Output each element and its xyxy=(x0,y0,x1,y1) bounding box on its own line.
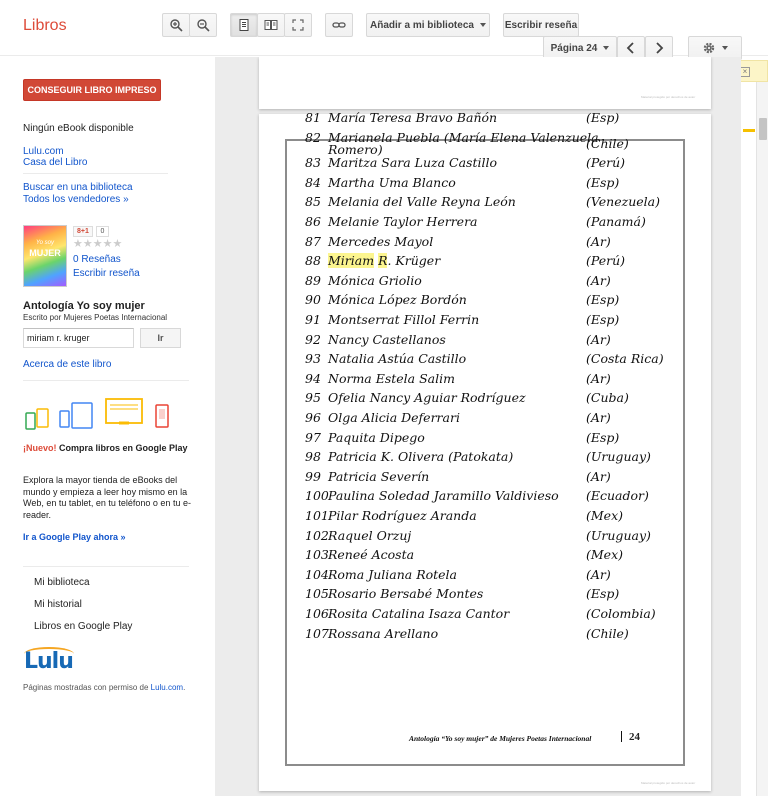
about-book-link[interactable]: Acerca de este libro xyxy=(23,359,112,370)
devices-illustration-icon xyxy=(24,397,174,431)
two-page-view-button[interactable] xyxy=(257,13,285,37)
entry-name: Melanie Taylor Herrera xyxy=(328,213,478,229)
seller-link-lulu[interactable]: Lulu.com xyxy=(23,146,64,157)
entry-country: (Ecuador) xyxy=(586,488,649,504)
chevron-down-icon xyxy=(603,46,609,50)
entry-country: (Ar) xyxy=(586,409,611,425)
entry-number: 100 xyxy=(305,488,329,504)
gear-icon xyxy=(702,41,716,55)
find-in-library-link[interactable]: Buscar en una biblioteca xyxy=(23,182,133,193)
publisher-logo: Lulu xyxy=(24,649,73,674)
entry-number: 104 xyxy=(305,566,329,582)
entry-name: Natalia Astúa Castillo xyxy=(328,351,467,367)
entry-name: Pilar Rodríguez Aranda xyxy=(328,507,477,523)
entry-country: (Costa Rica) xyxy=(586,351,664,367)
footer-separator xyxy=(621,731,622,742)
fullscreen-icon xyxy=(291,18,305,32)
nav-my-library[interactable]: Mi biblioteca xyxy=(34,577,90,588)
link-icon xyxy=(332,18,346,32)
entry-number: 97 xyxy=(305,429,321,445)
entry-number: 102 xyxy=(305,527,329,543)
entry-country: (Perú) xyxy=(586,155,626,171)
google-play-promo-title: ¡Nuevo! Compra libros en Google Play xyxy=(23,443,188,453)
permission-text: Páginas mostradas con permiso de Lulu.com. xyxy=(23,683,186,692)
entry-name: Paquita Dipego xyxy=(328,429,425,445)
all-sellers-link[interactable]: Todos los vendedores » xyxy=(23,194,129,205)
book-viewer[interactable] xyxy=(215,57,741,796)
entry-number: 87 xyxy=(305,233,321,249)
entry-country: (Cuba) xyxy=(586,390,629,406)
entry-number: 81 xyxy=(305,110,321,125)
entry-number: 99 xyxy=(305,468,321,484)
entry-number: 88 xyxy=(305,253,321,269)
entry-number: 86 xyxy=(305,213,321,229)
entry-name: Martha Uma Blanco xyxy=(328,174,456,190)
entry-country: (Colombia) xyxy=(586,605,656,621)
divider xyxy=(23,566,189,567)
entry-number: 89 xyxy=(305,272,321,288)
entry-name: Montserrat Fillol Ferrin xyxy=(328,311,480,327)
search-highlight: R xyxy=(378,253,388,269)
single-page-view-button[interactable] xyxy=(230,13,258,37)
entry-number: 101 xyxy=(305,507,329,523)
entry-name: Mercedes Mayol xyxy=(328,233,434,249)
search-in-book-input[interactable] xyxy=(23,328,134,348)
zoom-out-button[interactable] xyxy=(189,13,217,37)
entry-name: Marianela Puebla (María Elena Valenzuela xyxy=(328,129,599,145)
google-play-promo-text: Explora la mayor tienda de eBooks del mundo y empieza a leer hoy mismo en la Web, en tu tablet, en tu teléfono o en tu e-reader. xyxy=(23,475,191,520)
add-to-library-label: Añadir a mi biblioteca xyxy=(370,19,474,31)
entry-name: Maritza Sara Luza Castillo xyxy=(328,155,498,171)
chevron-down-icon xyxy=(722,46,728,50)
page-select-label: Página 24 xyxy=(550,42,598,54)
entry-name-continued: Romero) xyxy=(328,141,383,157)
scrollbar-thumb[interactable] xyxy=(759,118,767,140)
chevron-right-icon xyxy=(652,41,666,55)
entry-country: (Ar) xyxy=(586,233,611,249)
plus-one-count: 0 xyxy=(96,226,109,237)
book-page xyxy=(259,110,711,791)
entry-country: (Venezuela) xyxy=(586,194,660,210)
two-page-icon xyxy=(264,18,278,32)
write-review-link[interactable]: Escribir reseña xyxy=(73,268,140,279)
entry-name: Melania del Valle Reyna León xyxy=(328,194,516,210)
entry-name: Paulina Soledad Jaramillo Valdivieso xyxy=(328,488,559,504)
entry-number: 103 xyxy=(305,547,329,563)
entry-number: 83 xyxy=(305,155,321,171)
entry-number: 105 xyxy=(305,586,329,602)
entry-name: Norma Estela Salim xyxy=(328,370,455,386)
chevron-down-icon xyxy=(480,23,486,27)
search-go-button[interactable]: Ir xyxy=(140,328,181,348)
entry-number: 82 xyxy=(305,129,321,145)
entry-country: (Esp) xyxy=(586,311,620,327)
zoom-out-icon xyxy=(196,18,210,32)
zoom-in-icon xyxy=(169,18,183,32)
entry-country: (Esp) xyxy=(586,292,620,308)
search-highlight: Miriam xyxy=(328,253,375,269)
entry-name: Rossana Arellano xyxy=(328,625,439,641)
entry-name: Reneé Acosta xyxy=(328,547,415,563)
google-play-link[interactable]: Ir a Google Play ahora » xyxy=(23,532,126,542)
entry-name: Roma Juliana Rotela xyxy=(328,566,458,582)
entry-name: Nancy Castellanos xyxy=(328,331,446,347)
entry-country: (Ar) xyxy=(586,468,611,484)
entry-name: Rosario Bersabé Montes xyxy=(328,586,484,602)
copyright-watermark: Material protegido por derechos de autor xyxy=(641,95,696,99)
get-print-book-button[interactable]: CONSEGUIR LIBRO IMPRESO xyxy=(23,79,161,101)
book-title: Antología Yo soy mujer xyxy=(23,300,145,312)
book-author: Escrito por Mujeres Poetas Internacional xyxy=(23,313,168,322)
cover-line-2: MUJER xyxy=(29,248,61,258)
entry-name: Raquel Orzuj xyxy=(328,527,412,543)
copyright-watermark: Material protegido por derechos de autor xyxy=(641,781,696,785)
cover-line-1: Yo soy xyxy=(35,240,54,246)
seller-link-casa-del-libro[interactable]: Casa del Libro xyxy=(23,157,88,168)
divider xyxy=(23,173,168,174)
entry-name: Mónica López Bordón xyxy=(328,292,467,308)
brand-logo[interactable]: Libros xyxy=(23,17,67,34)
search-hit-marker[interactable] xyxy=(743,129,755,132)
entry-number: 106 xyxy=(305,605,329,621)
entry-country: (Chile) xyxy=(586,135,629,151)
page-number: 24 xyxy=(629,731,640,743)
entry-number: 95 xyxy=(305,390,321,406)
entry-name: María Teresa Bravo Bañón xyxy=(328,110,498,125)
publisher-link[interactable]: Lulu.com xyxy=(150,683,184,692)
entry-country: (Mex) xyxy=(586,507,623,523)
single-page-icon xyxy=(237,18,251,32)
previous-page-fragment xyxy=(259,57,711,109)
entry-number: 98 xyxy=(305,449,321,465)
sidebar xyxy=(0,57,210,796)
entry-number: 96 xyxy=(305,409,321,425)
entry-name: Olga Alicia Deferrari xyxy=(328,409,460,425)
entry-country: (Panamá) xyxy=(586,213,646,229)
page-footer: Antología “Yo soy mujer” de Mujeres Poetas Internacional xyxy=(409,734,592,743)
entry-country: (Uruguay) xyxy=(586,527,651,543)
nav-my-history[interactable]: Mi historial xyxy=(34,599,82,610)
entry-number: 84 xyxy=(305,174,321,190)
fullscreen-button[interactable] xyxy=(284,13,312,37)
add-to-library-button[interactable] xyxy=(366,13,490,37)
entry-number: 85 xyxy=(305,194,321,210)
entry-number: 90 xyxy=(305,292,321,308)
entry-name: Mónica Griolio xyxy=(328,272,422,288)
google-plus-one-button[interactable]: 8+1 xyxy=(73,226,93,237)
entry-name: Rosita Catalina Isaza Cantor xyxy=(328,605,510,621)
divider xyxy=(23,380,189,381)
rating-stars[interactable]: ★★★★★ xyxy=(73,238,123,250)
entry-country: (Mex) xyxy=(586,547,623,563)
viewer-scrollbar[interactable] xyxy=(756,82,768,796)
write-review-button[interactable]: Escribir reseña xyxy=(503,13,579,37)
book-cover-thumbnail[interactable] xyxy=(23,225,67,287)
nav-google-play-books[interactable]: Libros en Google Play xyxy=(34,621,133,632)
entry-country: (Perú) xyxy=(586,253,626,269)
entry-country: (Esp) xyxy=(586,110,620,125)
entry-country: (Ar) xyxy=(586,331,611,347)
no-ebook-text: Ningún eBook disponible xyxy=(23,123,134,134)
zoom-in-button[interactable] xyxy=(162,13,190,37)
entry-country: (Uruguay) xyxy=(586,449,651,465)
entry-country: (Ar) xyxy=(586,370,611,386)
entry-country: (Esp) xyxy=(586,586,620,602)
link-button[interactable] xyxy=(325,13,353,37)
reviews-link[interactable]: 0 Reseñas xyxy=(73,254,121,265)
entry-country: (Ar) xyxy=(586,566,611,582)
close-icon[interactable]: × xyxy=(740,67,750,77)
entry-number: 94 xyxy=(305,370,321,386)
entry-name: Ofelia Nancy Aguiar Rodríguez xyxy=(328,390,526,406)
entry-name: Patricia Severín xyxy=(328,468,430,484)
entry-name: Miriam R. Krüger xyxy=(328,253,441,269)
entry-country: (Chile) xyxy=(586,625,629,641)
entry-country: (Ar) xyxy=(586,272,611,288)
entry-country: (Esp) xyxy=(586,429,620,445)
top-bar xyxy=(0,0,768,56)
entry-number: 93 xyxy=(305,351,321,367)
entry-country: (Esp) xyxy=(586,174,620,190)
entry-number: 91 xyxy=(305,311,321,327)
entry-name: Patricia K. Olivera (Patokata) xyxy=(328,449,514,465)
chevron-left-icon xyxy=(624,41,638,55)
entry-number: 92 xyxy=(305,331,321,347)
entry-number: 107 xyxy=(305,625,329,641)
